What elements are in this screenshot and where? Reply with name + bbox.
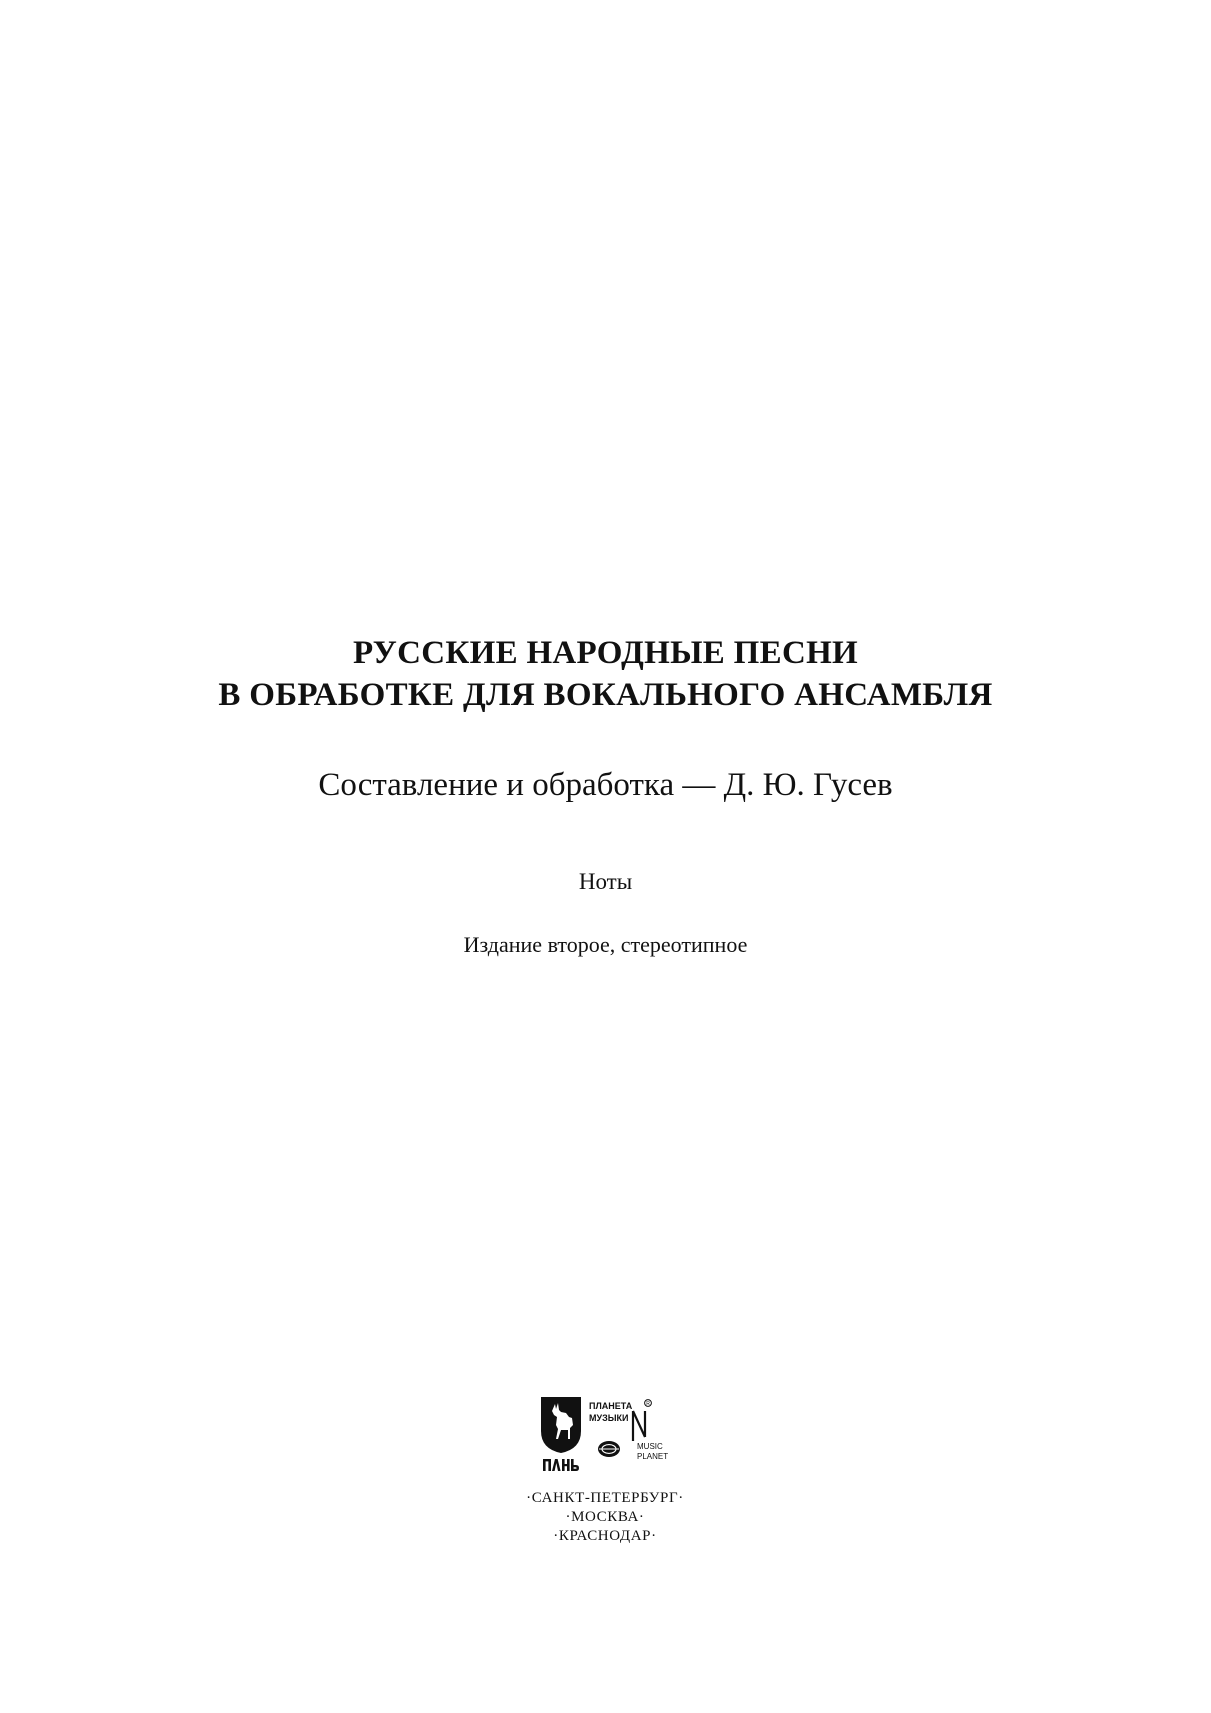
svg-text:МУЗЫКИ: МУЗЫКИ (589, 1413, 629, 1423)
publisher-block (499, 1395, 711, 1555)
book-title-line-1: РУССКИЕ НАРОДНЫЕ ПЕСНИ (352, 635, 859, 671)
book-title-line-2: В ОБРАБОТКЕ ДЛЯ ВОКАЛЬНОГО АНСАМБЛЯ (218, 677, 993, 713)
planet-music-logo-icon (587, 1397, 687, 1473)
city-krasnodar: ·КРАСНОДАР· (553, 1528, 657, 1544)
book-title (0, 632, 1211, 716)
svg-text:MUSIC: MUSIC (637, 1442, 663, 1451)
edition-note: Издание второе, стереотипное (463, 932, 748, 957)
svg-text:PLANET: PLANET (637, 1452, 669, 1461)
svg-text:ПЛАНЕТА: ПЛАНЕТА (589, 1401, 633, 1411)
compiler-credit: Составление и обработка — Д. Ю. Гусев (318, 767, 893, 803)
document-type: Ноты (578, 869, 633, 894)
svg-text:R: R (646, 1401, 650, 1408)
city-saint-petersburg: ·САНКТ-ПЕТЕРБУРГ· (526, 1490, 684, 1506)
lan-deer-logo-icon (539, 1395, 583, 1473)
publisher-cities (499, 1489, 711, 1546)
city-moscow: ·МОСКВА· (565, 1509, 645, 1525)
